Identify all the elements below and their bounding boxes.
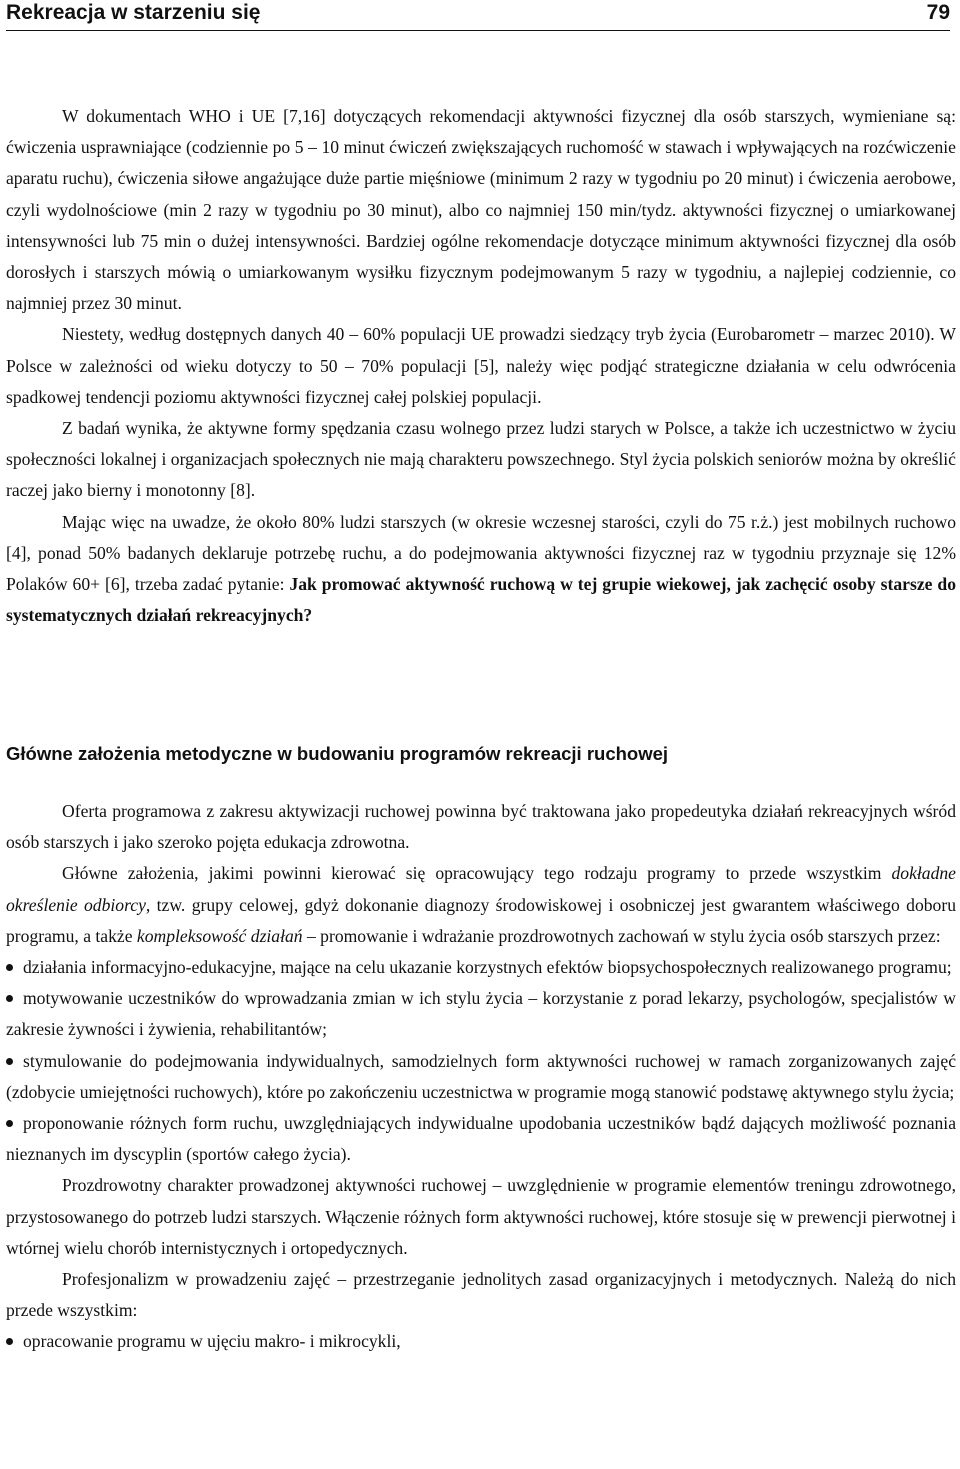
- paragraph-program-offer: Oferta programowa z zakresu aktywizacji ruchowej powinna być traktowana jako propedeutyka działań rekreacyjnych wśród osób starszych i jako szeroko pojęta edukacja zdrowotna.: [6, 801, 956, 853]
- key-question: Jak promować aktywność ruchową w tej grupie wiekowej, jak zachęcić osoby starsze do systematycznych działań rekreacyjnych?: [6, 574, 956, 626]
- paragraph-text: Główne założenia, jakimi powinni kierować się opracowujący tego rodzaju programy to przede wszystkim: [62, 863, 892, 884]
- paragraph-research-findings: Z badań wynika, że aktywne formy spędzania czasu wolnego przez ludzi starych w Polsce, a także ich uczestnictwo w życiu społeczności lokalnej i organizacjach społecznych nie mają charakteru powszechnego. Styl życia polskich seniorów można by określić raczej jako bierny i monotonny [8].: [6, 418, 956, 501]
- list-item: proponowanie różnych form ruchu, uwzględniających indywidualne upodobania uczestników bądź dających możliwość poznania nieznanych im dyscyplin (sportów całego życia).: [6, 1113, 956, 1165]
- bullet-list-2: [6, 1326, 956, 1357]
- section-heading: Główne założenia metodyczne w budowaniu programów rekreacji ruchowej: [6, 743, 669, 764]
- running-header: [6, 0, 950, 31]
- paragraph-sedentary-lifestyle: Niestety, według dostępnych danych 40 – 60% populacji UE prowadzi siedzący tryb życia (Eurobarometr – marzec 2010). W Polsce w zależności od wieku dotyczy to 50 – 70% populacji [5], należy więc podjąć strategiczne działania w celu odwrócenia spadkowej tendencji poziomu aktywności fizycznej całej polskiej populacji.: [6, 324, 956, 407]
- bullet-icon: [6, 964, 13, 971]
- bullet-list: [6, 952, 956, 1170]
- bullet-icon: [6, 1120, 13, 1127]
- section-2-body: [6, 796, 956, 1358]
- paragraph-text: Mając więc na uwadze, że około 80% ludzi starszych (w okresie wczesnej starości, czyli do 75 r.ż.) jest mobilnych ruchowo [4], ponad 50% badanych deklaruje potrzebę ruchu, a do podejmowania aktywności fizycznej raz w tygodniu przyznaje się 12% Polaków 60+ [6], trzeba zadać pytanie:: [6, 511, 956, 595]
- list-item: motywowanie uczestników do wprowadzania zmian w ich stylu życia – korzystanie z porad lekarzy, psychologów, specjalistów w zakresie żywności i żywienia, rehabilitantów;: [6, 988, 956, 1040]
- paragraph-text: Bardziej ogólne rekomendacje dotyczące minimum aktywności fizycznej dla osób dorosłych i starszych mówią o umiarkowanym wysiłku fizycznym podejmowanym 5 razy w tygodniu, a najlepiej codziennie, co najmniej przez 30 minut.: [6, 230, 956, 314]
- emphasis-text: dokładne określenie odbiorcy: [6, 863, 956, 915]
- paragraph-text: – promowanie i wdrażanie prozdrowotnych zachowań w stylu życia osób starszych przez:: [302, 925, 941, 946]
- paragraph-text: , tzw. grupy celowej, gdyż dokonanie diagnozy środowiskowej i osobniczej jest gwarantem właściwego doboru programu, a także: [6, 894, 956, 946]
- page-number: 79: [926, 1, 950, 24]
- paragraph-professionalism: Profesjonalizm w prowadzeniu zajęć – przestrzeganie jednolitych zasad organizacyjnych i metodycznych. Należą do nich przede wszystkim:: [6, 1269, 956, 1321]
- list-item: stymulowanie do podejmowania indywidualnych, samodzielnych form aktywności ruchowej w ramach zorganizowanych zajęć (zdobycie umiejętności ruchowych), które po zakończeniu uczestnictwa w programie mogą stanowić podstawę aktywnego stylu życia;: [6, 1050, 956, 1102]
- bullet-icon: [6, 995, 13, 1002]
- paragraph-health-character: Prozdrowotny charakter prowadzonej aktywności ruchowej – uwzględnienie w programie elementów treningu zdrowotnego, przystosowanego do potrzeb ludzi starszych. Włączenie różnych form aktywności ruchowej, które stosuje się w prewencji pierwotnej i wtórnej wielu chorób internistycznych i ortopedycznych.: [6, 1175, 956, 1258]
- paragraph-mobility-question: [6, 507, 956, 632]
- paragraph-who-recommendations: [6, 101, 956, 319]
- bullet-icon: [6, 1338, 13, 1345]
- paragraph-main-assumptions: [6, 858, 956, 952]
- emphasis-text: kompleksowość działań: [136, 925, 303, 946]
- bullet-icon: [6, 1058, 13, 1065]
- list-item: działania informacyjno-edukacyjne, mające na celu ukazanie korzystnych efektów biopsychospołecznych realizowanego programu;: [6, 952, 956, 983]
- paragraph-text: W dokumentach WHO i UE [7,16] dotyczących rekomendacji aktywności fizycznej dla osób starszych, wymieniane są: ćwiczenia usprawniające (codziennie po 5 – 10 minut ćwiczeń zwiększających ruchomość w stawach i wpływających na rozćwiczenie aparatu ruchu), ćwiczenia siłowe angażujące duże partie mięśniowe (minimum 2 razy w tygodniu po 20 minut) i ćwiczenia aerobowe, czyli wydolnościowe (min 2 razy w tygodniu po 30 minut), albo co najmniej 150 min/tydz. aktywności fizycznej o umiarkowanej intensywności lub 75 min o dużej intensywności.: [6, 106, 956, 251]
- section-1-body: [6, 101, 956, 631]
- list-item: opracowanie programu w ujęciu makro- i mikrocykli,: [6, 1326, 956, 1357]
- header-title: Rekreacja w starzeniu się: [6, 1, 261, 24]
